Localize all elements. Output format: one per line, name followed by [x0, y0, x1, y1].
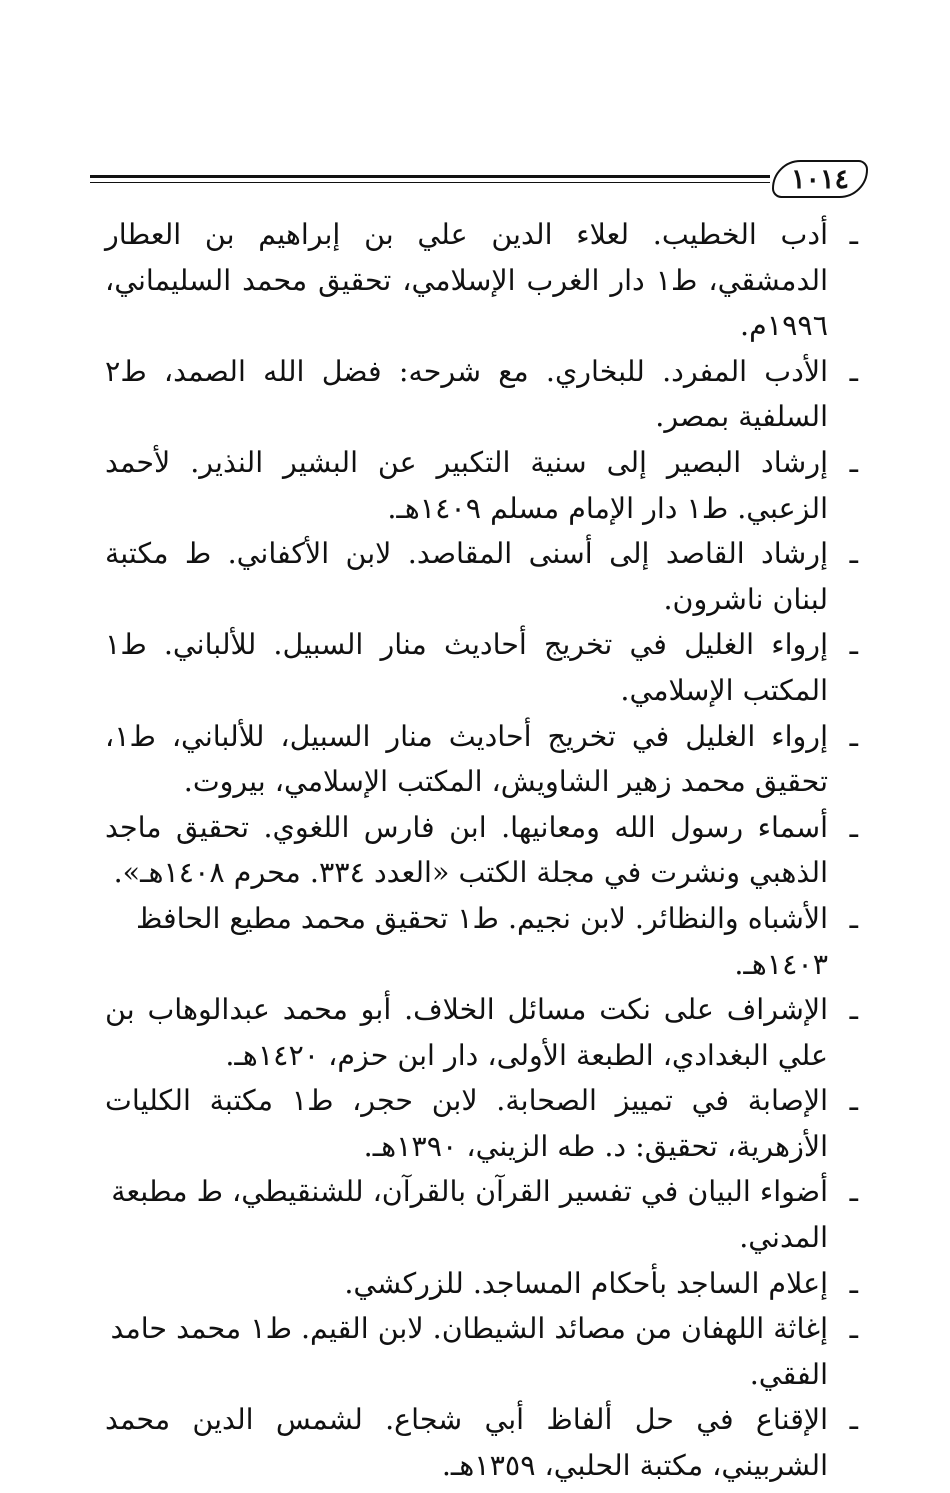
- entry-text: إرواء الغليل في تخريج أحاديث منار السبيل، للألباني، ط١، تحقيق محمد زهير الشاويش، المكتب الإسلامي، بيروت.: [105, 719, 828, 799]
- header-rule: [90, 175, 770, 178]
- entry-bullet: ـ: [849, 810, 858, 844]
- bibliography-entry: [105, 212, 860, 349]
- entry-bullet: ـ: [849, 218, 858, 251]
- entry-text: إغاثة اللهفان من مصائد الشيطان. لابن القيم. ط١ محمد حامد الفقي.: [110, 1312, 828, 1391]
- entry-bullet: ـ: [849, 1312, 858, 1346]
- page-header: [90, 158, 868, 202]
- bibliography-entry: [105, 714, 860, 805]
- bibliography-entry: [105, 1169, 860, 1260]
- entry-text: إرشاد القاصد إلى أسنى المقاصد. لابن الأكفاني. ط مكتبة لبنان ناشرون.: [105, 537, 828, 616]
- entry-text: الإقناع في حل ألفاظ أبي شجاع. لشمس الدين محمد الشربيني، مكتبة الحلبي، ١٣٥٩هـ.: [105, 1403, 828, 1483]
- entry-text: الإشراف على نكت مسائل الخلاف. أبو محمد عبدالوهاب بن علي البغدادي، الطبعة الأولى، دار ابن حزم، ١٤٢٠هـ.: [105, 993, 828, 1072]
- entry-bullet: ـ: [849, 1403, 858, 1437]
- entry-text: أضواء البيان في تفسير القرآن بالقرآن، للشنقيطي، ط مطبعة المدني.: [111, 1175, 828, 1255]
- bibliography-entry: [105, 531, 860, 622]
- bibliography-entry: [105, 987, 860, 1078]
- entry-text: أسماء رسول الله ومعانيها. ابن فارس اللغوي. تحقيق ماجد الذهبي ونشرت في مجلة الكتب «العدد ٣٣٤. محرم ١٤٠٨هـ».: [105, 810, 828, 890]
- bibliography-list: [105, 212, 860, 1489]
- bibliography-entry: [105, 440, 860, 531]
- entry-bullet: ـ: [849, 1266, 858, 1300]
- entry-text: الأدب المفرد. للبخاري. مع شرحه: فضل الله الصمد، ط٢ السلفية بمصر.: [105, 354, 828, 434]
- page-number: ١٠١٤: [772, 160, 868, 198]
- entry-bullet: ـ: [849, 537, 858, 571]
- entry-bullet: ـ: [849, 719, 858, 753]
- bibliography-entry: [105, 349, 860, 440]
- entry-bullet: ـ: [849, 901, 858, 935]
- entry-bullet: ـ: [849, 1175, 858, 1209]
- entry-bullet: ـ: [849, 354, 858, 388]
- entry-bullet: ـ: [849, 445, 858, 479]
- entry-text: إعلام الساجد بأحكام المساجد. للزركشي.: [344, 1266, 828, 1300]
- bibliography-entry: [105, 1261, 860, 1307]
- bibliography-entry: [105, 622, 860, 713]
- header-rule-thin: [90, 182, 770, 183]
- entry-bullet: ـ: [849, 993, 858, 1027]
- entry-text: إرواء الغليل في تخريج أحاديث منار السبيل. للألباني. ط١ المكتب الإسلامي.: [105, 628, 828, 707]
- entry-text: الأشباه والنظائر. لابن نجيم. ط١ تحقيق محمد مطيع الحافظ ١٤٠٣هـ.: [136, 901, 828, 981]
- entry-bullet: ـ: [849, 1084, 858, 1118]
- bibliography-entry: [105, 805, 860, 896]
- entry-text: أدب الخطيب. لعلاء الدين علي بن إبراهيم بن العطار الدمشقي، ط١ دار الغرب الإسلامي، تحقيق محمد السليماني، ١٩٩٦م.: [105, 218, 829, 343]
- bibliography-entry: [105, 1306, 860, 1397]
- entry-bullet: ـ: [849, 628, 858, 662]
- entry-text: إرشاد البصير إلى سنية التكبير عن البشير النذير. لأحمد الزعبي. ط١ دار الإمام مسلم ١٤٠٩هـ.: [105, 445, 828, 525]
- bibliography-entry: [105, 1078, 860, 1169]
- bibliography-entry: [105, 896, 860, 987]
- bibliography-entry: [105, 1397, 860, 1488]
- entry-text: الإصابة في تمييز الصحابة. لابن حجر، ط١ مكتبة الكليات الأزهرية، تحقيق: د. طه الزيني، ١٣٩٠هـ.: [105, 1084, 828, 1163]
